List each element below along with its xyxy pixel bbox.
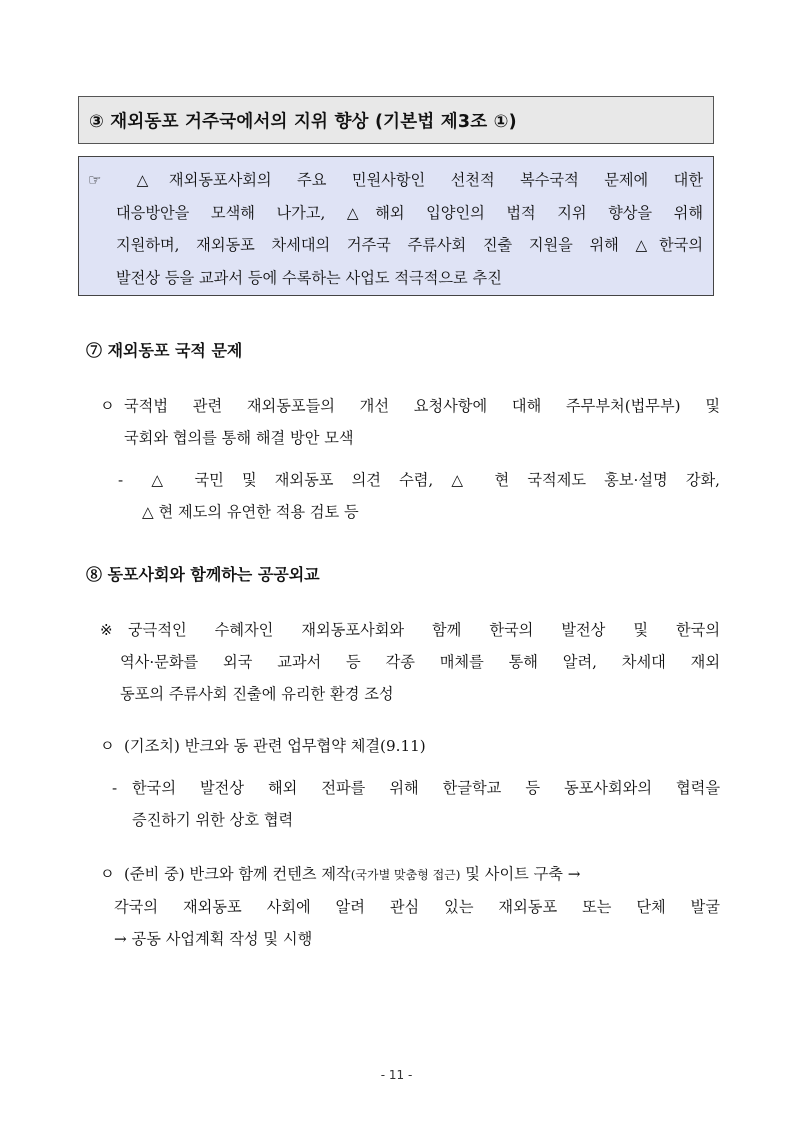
section-8-bullet-1: ㅇ (기조치) 반크와 동 관련 업무협약 체결(9.11) xyxy=(100,730,720,762)
small-note: (국가별 맞춤형 접근) xyxy=(350,868,461,882)
section-8-note: ※ 궁극적인 수혜자인 재외동포사회와 함께 한국의 발전상 및 한국의 역사·문화를 외국 교과서 등 각종 매체를 통해 알려, 차세대 재외 동포의 주류사회 진출에 유리한 환경 조성 xyxy=(100,614,720,710)
bullet-marker: ㅇ xyxy=(100,865,115,883)
page-number: - 11 - xyxy=(380,1068,413,1082)
summary-box xyxy=(78,156,714,296)
section-7-dash-1: - △ 국민 및 재외동포 의견 수렴, △ 현 국적제도 홍보·설명 강화, △ 현 제도의 유연한 적용 검토 등 xyxy=(118,464,720,528)
section-8-bullet-2: ㅇ (준비 중) 반크와 함께 컨텐츠 제작(국가별 맞춤형 접근) 및 사이트 구축 → 각국의 재외동포 사회에 알려 관심 있는 재외동포 또는 단체 발굴 → 공동 사업계획 작성 및 시행 xyxy=(100,858,720,955)
bullet-marker: ㅇ xyxy=(100,737,115,755)
bullet-marker: ㅇ xyxy=(100,397,115,415)
summary-line-4: 발전상 등을 교과서 등에 수록하는 사업도 적극적으로 추진 xyxy=(116,268,502,287)
section-8-dash-1: - 한국의 발전상 해외 전파를 위해 한글학교 등 동포사회와의 협력을 증진하기 위한 상호 협력 xyxy=(112,772,720,836)
section-title xyxy=(78,96,714,144)
summary-line-1: ☞ △재외동포사회의 주요 민원사항인 선천적 복수국적 문제에 대한 xyxy=(88,164,703,197)
dash-marker: - xyxy=(118,471,124,489)
section-7-bullet-1: ㅇ 국적법 관련 재외동포들의 개선 요청사항에 대해 주무부처(법무부) 및 국회와 협의를 통해 해결 방안 모색 xyxy=(100,390,720,454)
pointing-hand-icon: ☞ xyxy=(88,171,102,189)
section-title-text: ③ 재외동포 거주국에서의 지위 향상 (기본법 제3조 ①) xyxy=(89,111,517,132)
section-7-heading: ⑦ 재외동포 국적 문제 xyxy=(86,341,243,360)
note-marker: ※ xyxy=(100,621,113,639)
dash-marker: - xyxy=(112,779,118,797)
summary-line-3: 지원하며, 재외동포 차세대의 거주국 주류사회 진출 지원을 위해 △한국의 xyxy=(116,236,703,254)
section-8-heading: ⑧ 동포사회와 함께하는 공공외교 xyxy=(86,565,320,584)
summary-line-2: 대응방안을 모색해 나가고, △해외 입양인의 법적 지위 향상을 위해 xyxy=(116,203,703,222)
